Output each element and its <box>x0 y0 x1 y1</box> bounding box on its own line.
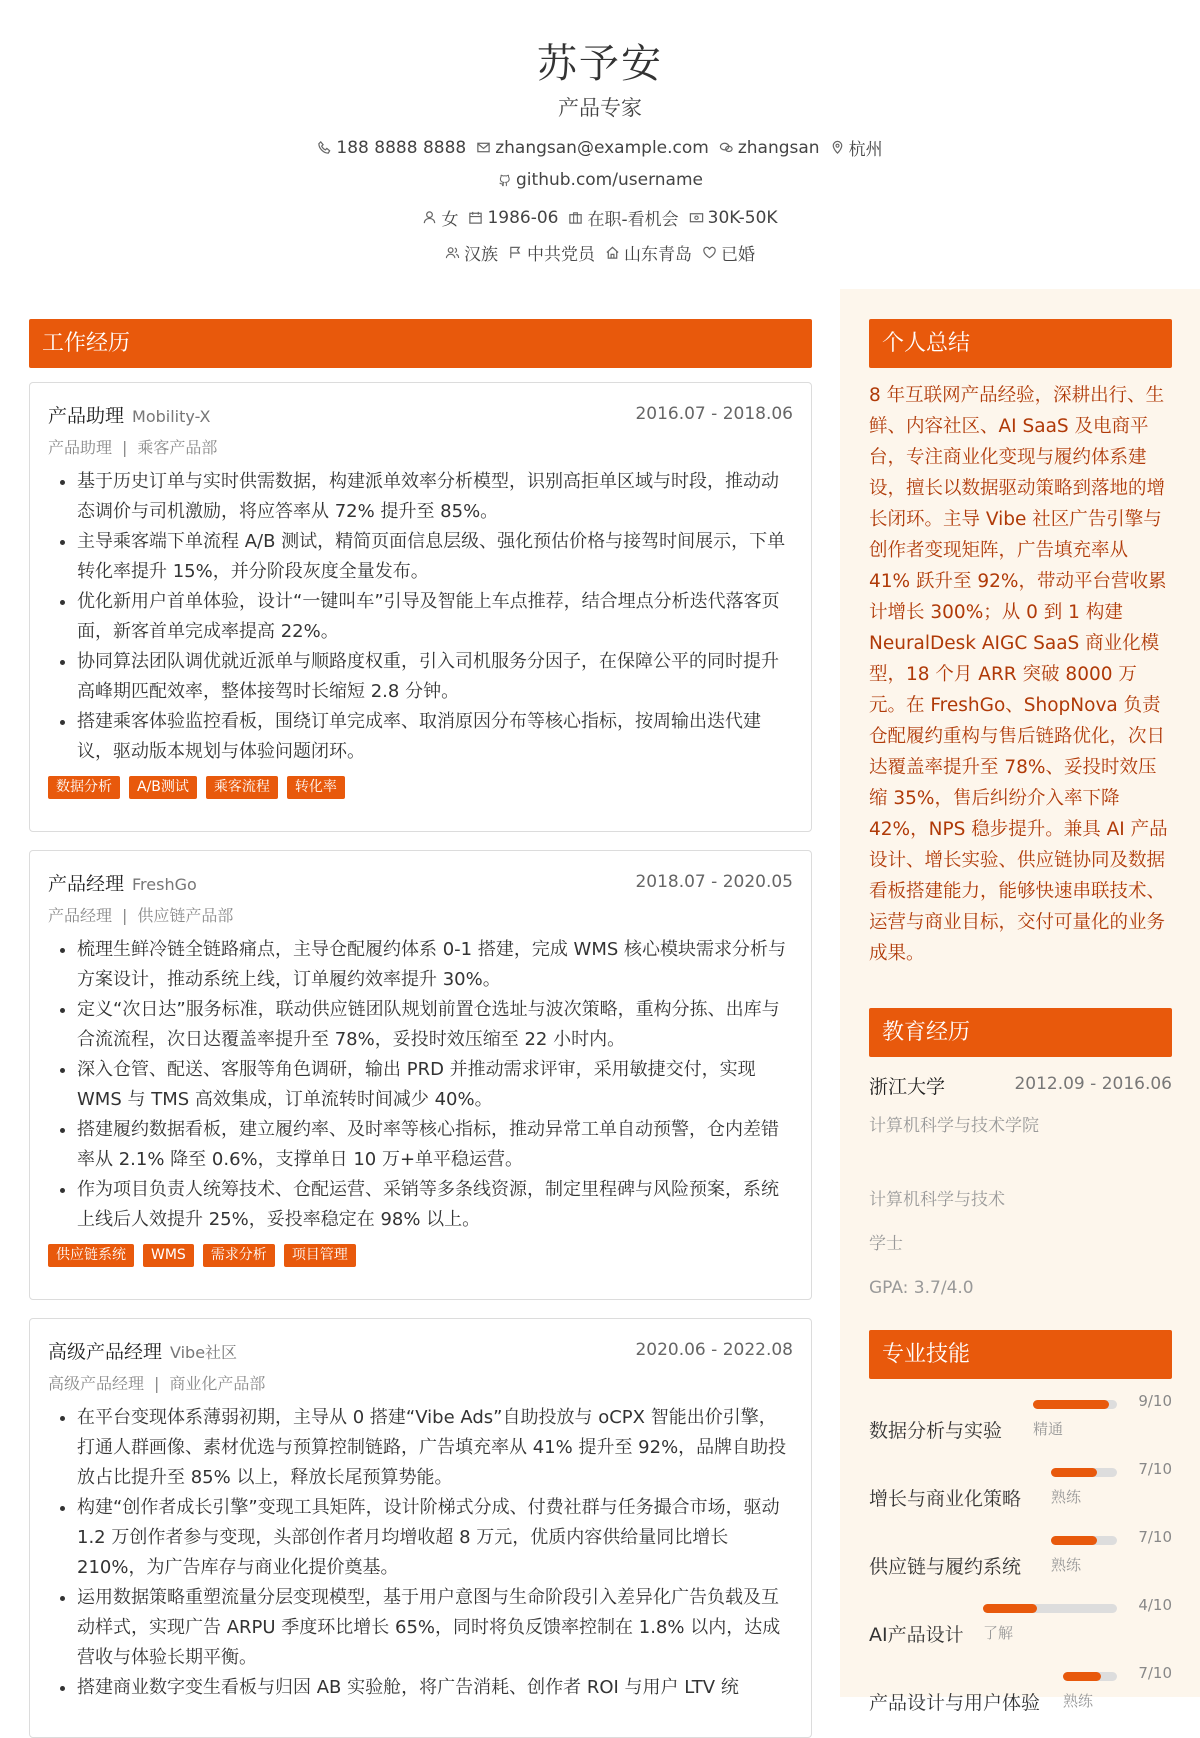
work-company: Vibe社区 <box>170 1343 238 1362</box>
separator: | <box>122 906 128 925</box>
gender-text: 女 <box>441 210 459 230</box>
work-bullet: • 基于历史订单与实时供需数据，构建派单效率分析模型，识别高拒单区域与时段，推动动态调价与司机激励，将应答率从 72% 提升至 85%。 <box>77 467 793 527</box>
marital-text: 已婚 <box>721 245 755 265</box>
edu-school: 浙江大学 <box>869 1076 946 1098</box>
work-dept: 乘客产品部 <box>137 438 218 457</box>
work-role: 产品经理 <box>48 873 125 895</box>
wechat-item[interactable] <box>719 135 820 160</box>
skill-score: 9/10 <box>1138 1392 1172 1410</box>
section-title-summary: 个人总结 <box>869 319 1172 368</box>
gender-item <box>422 205 458 230</box>
hometown-item <box>605 240 692 265</box>
github-row <box>0 170 1200 190</box>
people-icon <box>445 245 460 260</box>
section-title-work: 工作经历 <box>29 319 812 368</box>
tag-list <box>48 1244 793 1267</box>
phone-icon <box>317 140 332 155</box>
mail-icon <box>476 140 491 155</box>
work-card <box>29 1318 812 1738</box>
work-bullet: • 深入仓管、配送、客服等角色调研，输出 PRD 并推动需求评审，采用敏捷交付，实现 WMS 与 TMS 高效集成，订单流转时间减少 40%。 <box>77 1055 793 1115</box>
marital-item <box>702 240 755 265</box>
work-bullets <box>48 467 793 767</box>
personal-row-1 <box>0 205 1200 230</box>
work-role: 高级产品经理 <box>48 1341 163 1363</box>
personal-row-2 <box>0 240 1200 265</box>
skill-bar-fill <box>983 1604 1037 1613</box>
politics-item <box>508 240 595 265</box>
edu-degree: 学士 <box>869 1234 903 1254</box>
skill-level: 精通 <box>1033 1420 1064 1438</box>
edu-college: 计算机科学与技术学院 <box>869 1116 1039 1136</box>
skill-name: AI产品设计 <box>869 1624 964 1646</box>
work-position: 高级产品经理 <box>48 1374 145 1393</box>
flag-icon <box>508 245 523 260</box>
hometown-text: 山东青岛 <box>624 245 692 265</box>
skill-tag: WMS <box>143 1244 194 1267</box>
work-bullet: • 搭建履约数据看板，建立履约率、及时率等核心指标，推动异常工单自动预警，仓内差错率从 2.1% 降至 0.6%，支撑单日 10 万+单平稳运营。 <box>77 1115 793 1175</box>
github-icon <box>497 173 512 188</box>
edu-dates: 2012.09 - 2016.06 <box>1014 1074 1172 1094</box>
skill-bar-fill <box>1051 1468 1097 1477</box>
money-icon <box>689 210 704 225</box>
skill-bar <box>1063 1672 1117 1681</box>
skill-level: 熟练 <box>1051 1556 1082 1574</box>
summary-text: 8 年互联网产品经验，深耕出行、生鲜、内容社区、AI SaaS 及电商平台，专注商业化变现与履约体系建设，擅长以数据驱动策略到落地的增长闭环。主导 Vibe 社区广告引擎与创作者变现矩阵，广告填充率从 41% 跃升至 92%，带动平台营收累计增长 300%；从 0 到 1 构建 NeuralDesk AIGC SaaS 商业化模型，18 个月 ARR 突破 8000 万元。在 FreshGo、ShopNova 负责仓配履约重构与售后链路优化，次日达覆盖率提升至 78%、妥投时效压缩 35%，售后纠纷介入率下降 42%，NPS 稳步提升。兼具 AI 产品设计、增长实验、供应链协同及数据看板搭建能力，能够快速串联技术、运营与商业目标，交付可量化的业务成果。 <box>869 385 1168 964</box>
skill-score: 7/10 <box>1138 1664 1172 1682</box>
skill-bar <box>1033 1400 1117 1409</box>
birth-text: 1986-06 <box>487 207 559 228</box>
tag-list <box>48 776 793 799</box>
birth-item <box>468 205 558 230</box>
heart-icon <box>702 245 717 260</box>
skill-bar <box>983 1604 1117 1613</box>
work-company: FreshGo <box>132 875 197 894</box>
job-title: 产品专家 <box>558 96 642 120</box>
work-bullets <box>48 1403 793 1703</box>
skill-level: 熟练 <box>1063 1692 1094 1710</box>
candidate-name: 苏予安 <box>537 41 663 87</box>
contact-row <box>0 135 1200 160</box>
skill-tag: 供应链系统 <box>48 1244 134 1267</box>
phone-item[interactable] <box>317 135 466 160</box>
skill-level: 熟练 <box>1051 1488 1082 1506</box>
work-bullet: • 作为项目负责人统筹技术、仓配运营、采销等多条线资源，制定里程碑与风险预案，系统上线后人效提升 25%，妥投率稳定在 98% 以上。 <box>77 1175 793 1235</box>
edu-gpa: GPA: 3.7/4.0 <box>869 1278 974 1298</box>
work-dates: 2016.07 - 2018.06 <box>635 404 793 424</box>
work-position: 产品经理 <box>48 906 113 925</box>
skill-tag: 乘客流程 <box>206 776 278 799</box>
github-text: github.com/username <box>516 170 703 190</box>
skill-name: 数据分析与实验 <box>869 1420 1003 1442</box>
skill-level: 了解 <box>983 1624 1014 1642</box>
work-bullet: • 梳理生鲜冷链全链路痛点，主导仓配履约体系 0-1 搭建，完成 WMS 核心模块需求分析与方案设计，推动系统上线，订单履约效率提升 30%。 <box>77 935 793 995</box>
person-icon <box>422 210 437 225</box>
skill-tag: A/B测试 <box>129 776 197 799</box>
skill-tag: 数据分析 <box>48 776 120 799</box>
edu-major: 计算机科学与技术 <box>869 1190 1005 1210</box>
work-card <box>29 382 812 832</box>
city-item <box>830 135 883 160</box>
skill-name: 产品设计与用户体验 <box>869 1692 1041 1714</box>
work-dept: 供应链产品部 <box>137 906 234 925</box>
separator: | <box>122 438 128 457</box>
skill-tag: 项目管理 <box>284 1244 356 1267</box>
briefcase-icon <box>568 210 583 225</box>
skill-name: 供应链与履约系统 <box>869 1556 1022 1578</box>
skill-tag: 需求分析 <box>203 1244 275 1267</box>
work-bullet: • 协同算法团队调优就近派单与顺路度权重，引入司机服务分因子，在保障公平的同时提升高峰期匹配效率，整体接驾时长缩短 2.8 分钟。 <box>77 647 793 707</box>
work-bullet: • 优化新用户首单体验，设计“一键叫车”引导及智能上车点推荐，结合埋点分析迭代落客页面，新客首单完成率提高 22%。 <box>77 587 793 647</box>
work-role: 产品助理 <box>48 405 125 427</box>
ethnicity-item <box>445 240 498 265</box>
email-item[interactable] <box>476 135 709 160</box>
status-text: 在职-看机会 <box>587 210 679 230</box>
skill-name: 增长与商业化策略 <box>869 1488 1022 1510</box>
wechat-text: zhangsan <box>737 137 820 158</box>
work-bullets <box>48 935 793 1235</box>
calendar-icon <box>468 210 483 225</box>
skill-score: 7/10 <box>1138 1460 1172 1478</box>
skill-bar <box>1051 1468 1117 1477</box>
github-item[interactable] <box>497 170 703 190</box>
work-position: 产品助理 <box>48 438 113 457</box>
skill-bar <box>1051 1536 1117 1545</box>
section-title-education: 教育经历 <box>869 1008 1172 1057</box>
phone-text: 188 8888 8888 <box>336 137 467 158</box>
salary-item <box>689 205 778 230</box>
work-subheading <box>48 1371 793 1395</box>
work-card <box>29 850 812 1300</box>
work-heading <box>48 869 793 897</box>
skill-bar-fill <box>1033 1400 1109 1409</box>
work-bullet: • 主导乘客端下单流程 A/B 测试，精简页面信息层级、强化预估价格与接驾时间展示，下单转化率提升 15%，并分阶段灰度全量发布。 <box>77 527 793 587</box>
work-company: Mobility-X <box>132 407 211 426</box>
work-bullet: • 运用数据策略重塑流量分层变现模型，基于用户意图与生命阶段引入差异化广告负载及互动样式，实现广告 ARPU 季度环比增长 65%，同时将负反馈率控制在 1.8% 以内，达成营收与体验长期平衡。 <box>77 1583 793 1673</box>
skill-score: 4/10 <box>1138 1596 1172 1614</box>
skill-score: 7/10 <box>1138 1528 1172 1546</box>
work-dates: 2020.06 - 2022.08 <box>635 1340 793 1360</box>
section-title-skills: 专业技能 <box>869 1330 1172 1379</box>
work-heading <box>48 1337 793 1365</box>
work-bullet: • 搭建商业数字变生看板与归因 AB 实验舱，将广告消耗、创作者 ROI 与用户 LTV 统 <box>77 1673 793 1703</box>
work-subheading <box>48 903 793 927</box>
skill-tag: 转化率 <box>287 776 345 799</box>
work-bullet: • 定义“次日达”服务标准，联动供应链团队规划前置仓选址与波次策略，重构分拣、出库与合流流程，次日达覆盖率提升至 78%，妥投时效压缩至 22 小时内。 <box>77 995 793 1055</box>
home-icon <box>605 245 620 260</box>
work-heading <box>48 401 793 429</box>
salary-text: 30K-50K <box>707 207 778 228</box>
work-subheading <box>48 435 793 459</box>
city-text: 杭州 <box>848 140 883 160</box>
work-dept: 商业化产品部 <box>169 1374 266 1393</box>
work-bullet: • 搭建乘客体验监控看板，围绕订单完成率、取消原因分布等核心指标，按周输出迭代建议，驱动版本规划与体验问题闭环。 <box>77 707 793 767</box>
skill-bar-fill <box>1063 1672 1101 1681</box>
work-bullet: • 构建“创作者成长引擎”变现工具矩阵，设计阶梯式分成、付费社群与任务撮合市场，驱动 1.2 万创作者参与变现，头部创作者月均增收超 8 万元，优质内容供给量同比增长 210%，为广告库存与商业化提价奠基。 <box>77 1493 793 1583</box>
wechat-icon <box>719 140 734 155</box>
ethnicity-text: 汉族 <box>464 245 498 265</box>
work-dates: 2018.07 - 2020.05 <box>635 872 793 892</box>
politics-text: 中共党员 <box>527 245 595 265</box>
email-text: zhangsan@example.com <box>495 137 709 158</box>
work-bullet: • 在平台变现体系薄弱初期，主导从 0 搭建“Vibe Ads”自助投放与 oCPX 智能出价引擎，打通人群画像、素材优选与预算控制链路，广告填充率从 41% 提升至 92%，品牌自助投放占比提升至 85% 以上，释放长尾预算势能。 <box>77 1403 793 1493</box>
status-item <box>568 205 678 230</box>
location-pin-icon <box>830 140 845 155</box>
separator: | <box>154 1374 160 1393</box>
skill-bar-fill <box>1051 1536 1097 1545</box>
